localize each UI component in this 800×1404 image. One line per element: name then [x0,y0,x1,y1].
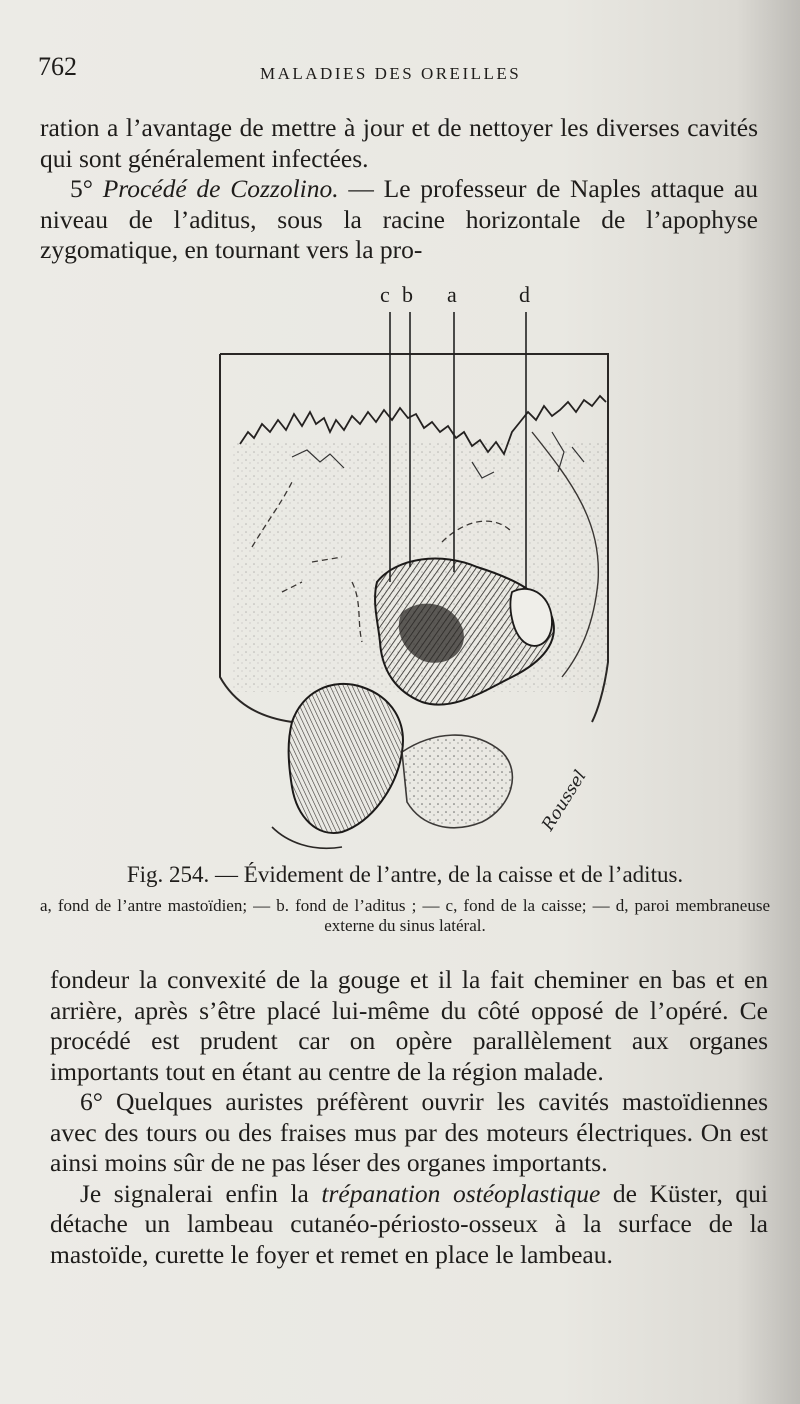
caption-legend: a, fond de l’antre mastoïdien; — b. fond de l’aditus ; — c, fond de la caisse; — d, paroi membraneuse externe du sinus latéral. [40,896,770,935]
paragraph-kuster: Je signalerai enfin la trépanation ostéoplastique de Küster, qui détache un lambeau cutanéo-périosto-osseux à la surface de la mastoïde, curette le foyer et remet en place le lambeau. [50,1178,768,1269]
page-header [38,52,768,92]
caption-title: Fig. 254. — Évidement de l’antre, de la caisse et de l’aditus. [126,862,684,887]
tympanic-cavity [289,684,403,833]
paragraph-continuation: ration a l’avantage de mettre à jour et de nettoyer les diverses cavités qui sont généralement infectées. [40,113,758,173]
figure-label-c: c [380,282,390,307]
figure-label-b: b [402,282,413,307]
paragraph-continuation-2: fondeur la convexité de la gouge et il la fait cheminer en bas et en arrière, après s’être placé lui-même du côté opposé de l’opéré. Ce procédé est prudent car on opère parallèlement aux organes importants tout en étant au centre de la région malade. [50,965,768,1086]
top-text-block [40,113,758,266]
paragraph-cozzolino [40,174,758,266]
mastoid-illustration [212,282,612,862]
figure-caption [40,860,770,936]
procedure-name: trépanation ostéoplastique [321,1178,601,1208]
figure-254 [212,282,612,862]
paragraph-electric-tools: 6° Quelques auristes préfèrent ouvrir les cavités mastoïdiennes avec des tours ou des fraises mus par des moteurs électriques. On est ainsi moins sûr de ne pas léser des organes importants. [50,1087,768,1177]
procedure-title: Procédé de Cozzolino. [102,174,339,203]
page-number: 762 [38,52,77,81]
figure-label-d: d [519,282,530,307]
figure-label-a: a [447,282,457,307]
procedure-text: — Le professeur de Naples attaque au niveau de l’aditus, sous la racine horizontale de l’apophyse zygomatique, en tournant vers la pro- [40,174,758,264]
artist-signature: Roussel [538,767,591,835]
running-head: MALADIES DES OREILLES [260,64,522,83]
item-number: 5° [70,174,103,203]
bottom-text-block [50,965,768,1270]
